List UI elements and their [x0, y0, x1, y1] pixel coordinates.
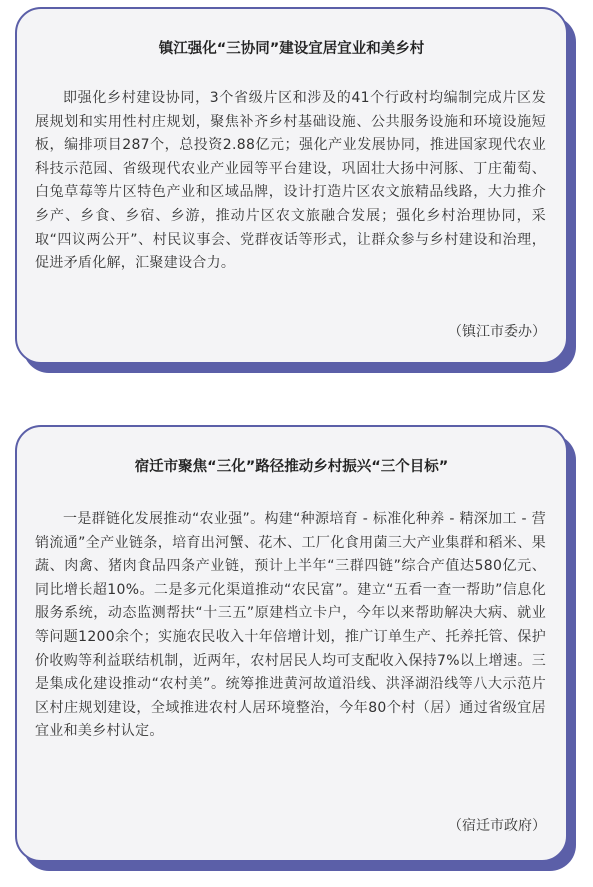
card-source: （宿迁市政府）	[448, 818, 546, 834]
article-card-suqian	[15, 425, 568, 862]
card-body: 即强化乡村建设协同，3个省级片区和涉及的41个行政村均编制完成片区发展规划和实用性村庄规划，聚焦补齐乡村基础设施、公共服务设施和环境设施短板，编排项目287个，总投资2.88亿元；强化产业发展协同，推进国家现代农业科技示范园、省级现代农业产业园等平台建设，巩固壮大扬中河豚、丁庄葡萄、白兔草莓等片区特色产业和区域品牌，设计打造片区农文旅精品线路，大力推介乡产、乡食、乡宿、乡游，推动片区农文旅融合发展；强化乡村治理协同，采取“四议两公开”、村民议事会、党群夜话等形式，让群众参与乡村建设和治理，促进矛盾化解，汇聚建设合力。	[35, 90, 546, 272]
card-source: （镇江市委办）	[448, 324, 546, 340]
card-title: 宿迁市聚焦“三化”路径推动乡村振兴“三个目标”	[134, 459, 449, 475]
card-body: 一是群链化发展推动“农业强”。构建“种源培育 - 标准化种养 - 精深加工 - 营销流通”全产业链条，培育出河蟹、花木、工厂化食用菌三大产业集群和稻米、果蔬、肉禽、猪肉食品四条产业链，预计上半年“三群四链”综合产值达580亿元、同比增长超10%。二是多元化渠道推动“农民富”。建立“五看一查一帮助”信息化服务系统，动态监测帮扶“十三五”原建档立卡户，今年以来帮助解决大病、就业等问题1200余个；实施农民收入十年倍增计划，推广订单生产、托养托管、保护价收购等利益联结机制，近两年，农村居民人均可支配收入保持7%以上增速。三是集成化建设推动“农村美”。统筹推进黄河故道沿线、洪泽湖沿线等八大示范片区村庄规划建设，全域推进农村人居环境整治，今年80个村（居）通过省级宜居宜业和美乡村认定。	[35, 511, 546, 740]
card-title: 镇江强化“三协同”建设宜居宜业和美乡村	[158, 41, 425, 57]
article-card-zhenjiang	[15, 7, 568, 364]
